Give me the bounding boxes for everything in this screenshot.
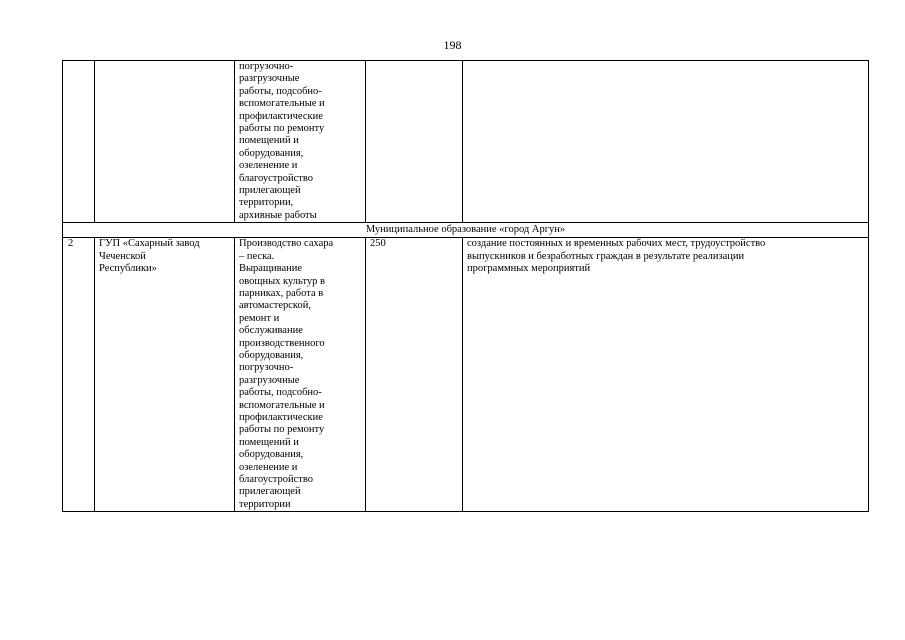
- cell-organization: [95, 61, 235, 223]
- activity-line: обслуживание: [239, 325, 303, 337]
- activity-line: Выращивание: [239, 263, 303, 275]
- activity-line: оборудования,: [239, 349, 304, 361]
- organization-line: Республики»: [99, 263, 157, 275]
- activity-line: профилактические: [239, 411, 323, 423]
- activity-line: оборудования,: [239, 147, 304, 159]
- activity-line: профилактические: [239, 110, 323, 122]
- activity-line: вспомогательные и: [239, 399, 325, 411]
- cell-organization: [95, 238, 235, 512]
- cell-quantity: [366, 61, 463, 223]
- activity-line: производственного: [239, 337, 325, 349]
- activity-line: помещений и: [239, 135, 299, 147]
- activity-line: погрузочно-: [239, 61, 294, 72]
- activity-line: ремонт и: [239, 312, 280, 324]
- activity-line: озеленение и: [239, 160, 298, 172]
- activity-line: оборудования,: [239, 449, 304, 461]
- activity-line: прилегающей: [239, 185, 301, 197]
- activity-line: работы, подсобно-: [239, 85, 322, 97]
- purpose-line: программных мероприятий: [467, 263, 591, 275]
- page-number: 198: [443, 38, 462, 52]
- cell-number: [63, 61, 95, 223]
- activity-line: – песка.: [239, 250, 275, 262]
- document-table: [62, 60, 869, 512]
- cell-quantity: 250: [366, 238, 463, 512]
- purpose-line: выпускников и безработных граждан в результате реализации: [467, 250, 745, 262]
- activity-line: разгрузочные: [239, 374, 300, 386]
- activity-line: работы, подсобно-: [239, 387, 322, 399]
- organization-line: Чеченской: [99, 250, 146, 262]
- activity-line: овощных культур в: [239, 275, 325, 287]
- activity-line: прилегающей: [239, 486, 301, 498]
- activity-line: работы по ремонту: [239, 123, 325, 135]
- activity-line: архивные работы: [239, 209, 317, 221]
- activity-line: озеленение и: [239, 461, 298, 473]
- table-row-section: [63, 223, 869, 238]
- activity-line: погрузочно-: [239, 362, 294, 374]
- activity-line: территории,: [239, 197, 294, 209]
- activity-line: парниках, работа в: [239, 287, 324, 299]
- cell-number: 2: [63, 238, 95, 512]
- activity-line: благоустройство: [239, 474, 314, 485]
- organization-line: ГУП «Сахарный завод: [99, 238, 200, 250]
- activity-line: работы по ремонту: [239, 424, 325, 436]
- cell-activities: [235, 61, 366, 223]
- activity-line: помещений и: [239, 436, 299, 448]
- activity-line: автомастерской,: [239, 300, 311, 312]
- cell-activities: [235, 238, 366, 512]
- activity-line: территории: [239, 498, 291, 510]
- cell-purpose: [463, 238, 869, 512]
- table-row: [63, 238, 869, 512]
- section-title: Муниципальное образование «город Аргун»: [63, 223, 869, 238]
- purpose-line: создание постоянных и временных рабочих мест, трудоустройство: [467, 238, 766, 250]
- activity-line: Производство сахара: [239, 238, 334, 250]
- activity-line: благоустройство: [239, 172, 314, 184]
- table-row-continuation: [63, 61, 869, 223]
- activity-line: разгрузочные: [239, 73, 300, 85]
- activity-line: вспомогательные и: [239, 98, 325, 110]
- cell-purpose: [463, 61, 869, 223]
